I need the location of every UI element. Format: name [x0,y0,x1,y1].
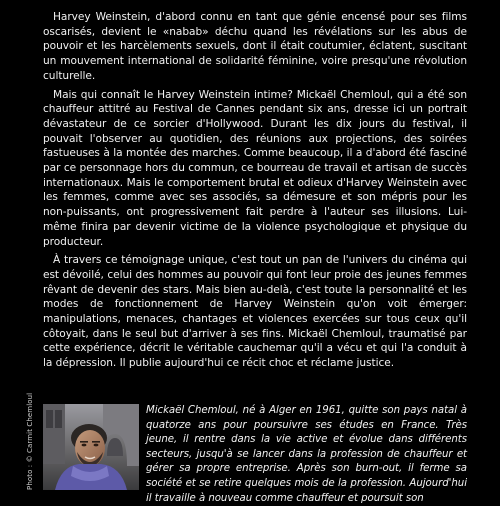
author-photo [43,404,139,490]
photo-credit [26,392,40,490]
synopsis-paragraph-3: À travers ce témoignage unique, c'est tout un pan de l'univers du cinéma qui est dévoilé, celui des hommes au pouvoir qui font leur proie des jeunes femmes rêvant de devenir des stars. Mais bien au-delà, c'est toute la personnalité et les modes de fonctionnement de Harvey Weinstein qu'on voit émerger: manipulations, menaces, chantages et violences exercées sur tous ceux qu'il côtoyait, dans le seul but d'arriver à ses fins. Mickaël Chemloul, traumatisé par cette expérience, décrit le véritable cauchemar qu'il a vécu et qui l'a conduit à la dépression. Il publie aujourd'hui ce récit choc et réclame justice. [43,254,467,370]
synopsis-paragraph-1: Harvey Weinstein, d'abord connu en tant que génie encensé pour ses films oscarisés, devient le «nabab» déchu quand les révélations sur les abus de pouvoir et les harcèlements sexuels, dont il était coutumier, éclatent, suscitant un mouvement international de solidarité féminine, voire presqu'une révolution culturelle. [43,11,467,82]
synopsis-paragraph-2: Mais qui connaît le Harvey Weinstein intime? Mickaël Chemloul, qui a été son chauffeur attitré au Festival de Cannes pendant six ans, dresse ici un portrait dévastateur de ce sorcier d'Hollywood. Durant les dix jours du festival, il pouvait l'observer au quotidien, des réunions aux projections, des soirées fastueuses à la montée des marches. Comme beaucoup, il a d'abord été fasciné par ce personnage hors du commun, ce bourreau de travail et artisan de succès internationaux. Mais le comportement brutal et odieux d'Harvey Weinstein avec les femmes, comme avec ses associés, sa démesure et son mépris pour les non-puissants, ont progressivement fait perdre à l'auteur ses illusions. Lui-même finira par devenir victime de la violence psychologique et physique du producteur. [43,88,467,248]
synopsis-text [43,10,467,375]
author-portrait-image [43,404,139,490]
photo-credit-text: Photo : © Carmit Chemloul [26,392,34,490]
author-bio [146,404,467,506]
author-bio-text: Mickaël Chemloul, né à Alger en 1961, quitte son pays natal à quatorze ans pour poursuivre ses études en France. Très jeune, il rentre dans la vie active et évolue dans différents secteurs, jusqu'à se lancer dans la profession de chauffeur et gérer sa propre entreprise. Après son burn-out, il ferme sa société et se retire quelques mois de la profession. Aujourd'hui il travaille à nouveau comme chauffeur et poursuit son [146,405,467,504]
